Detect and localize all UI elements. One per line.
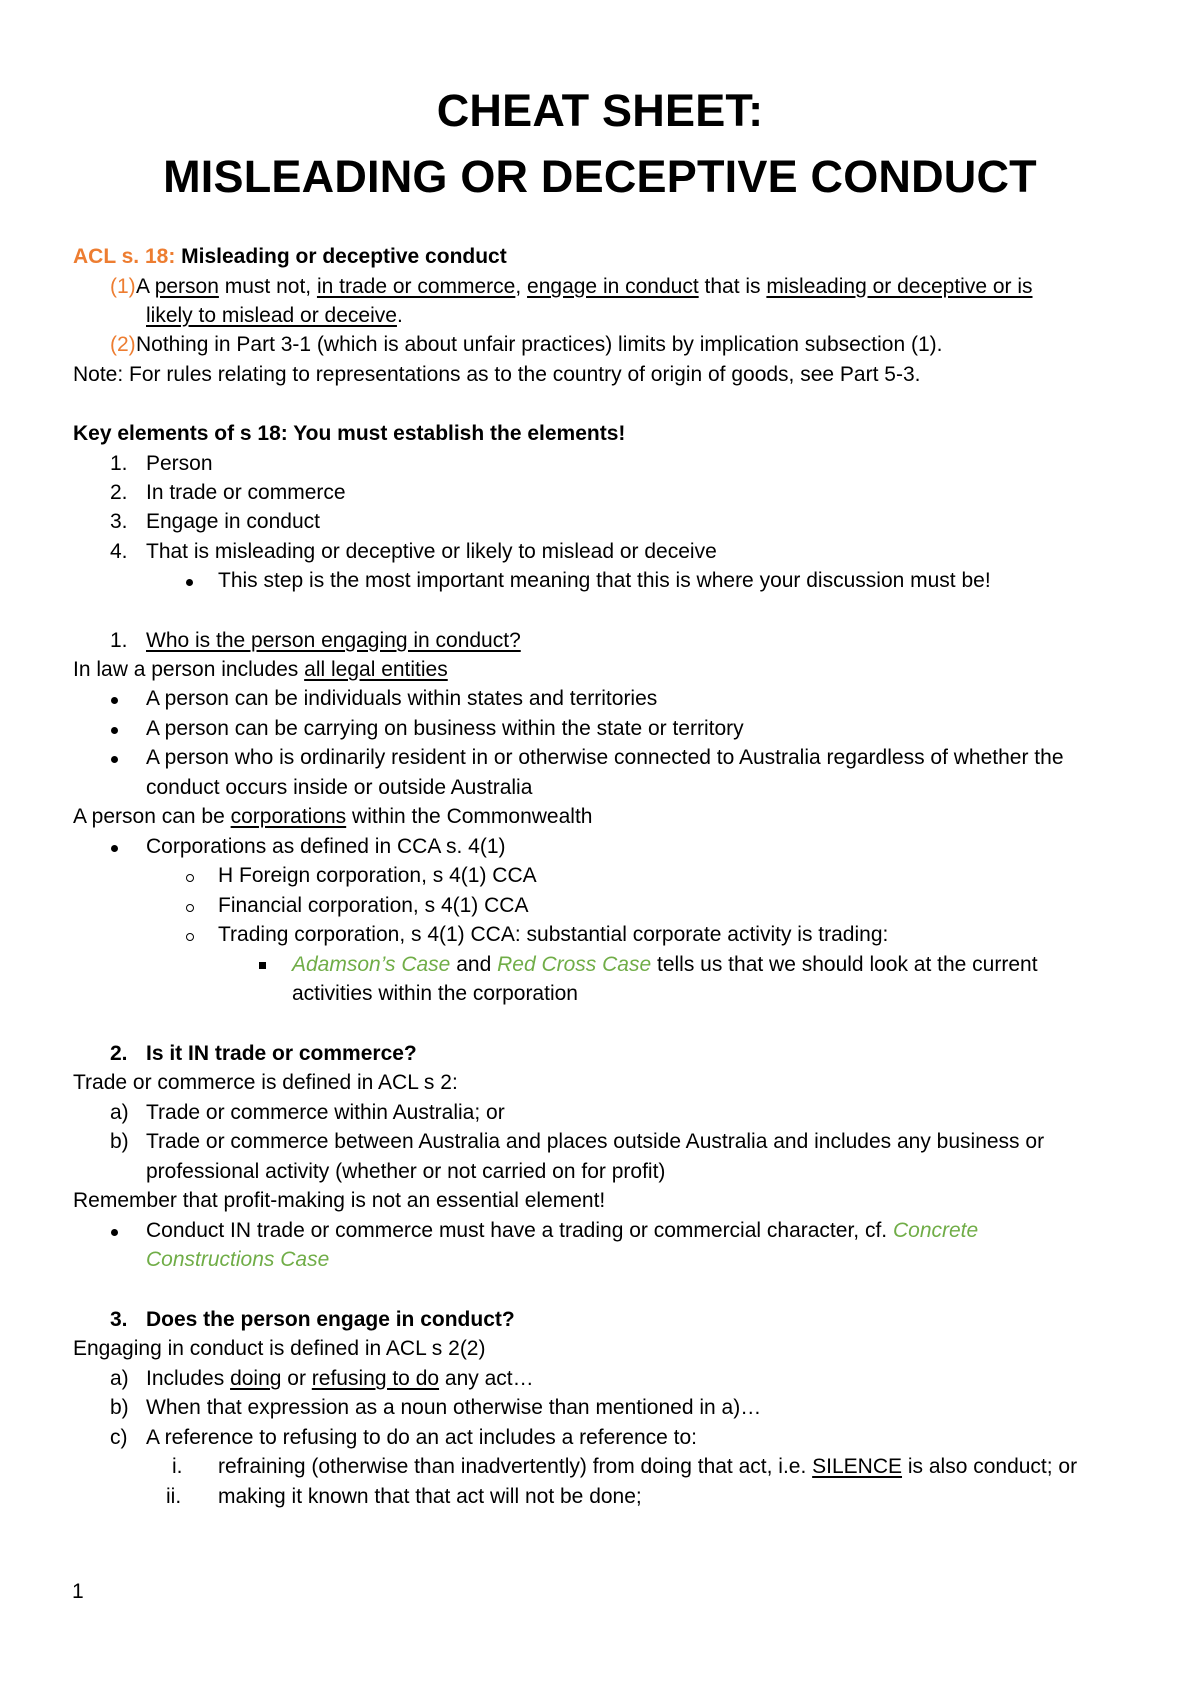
key-item: Person [146,452,213,475]
circle-bullet-icon [186,904,194,912]
q2-bullet: Conduct IN trade or commerce must have a trading or commercial character, cf. Concrete [146,1219,979,1242]
acl-label: ACL s. 18: [73,245,176,268]
acl-heading-text: Misleading or deceptive conduct [175,245,507,268]
key-item: In trade or commerce [146,481,346,504]
key-sub-bullet-text: This step is the most important meaning that this is where your discussion must be! [218,569,991,592]
q3-item-marker: b) [110,1396,129,1419]
q3-marker: 3. [110,1308,128,1331]
q2-remember: Remember that profit-making is not an essential element! [73,1189,606,1212]
q1-bullet: A person can be carrying on business within the state or territory [146,717,744,740]
q3-item-marker: c) [110,1426,128,1449]
q3-item-marker: a) [110,1367,129,1390]
q3-heading: Does the person engage in conduct? [146,1308,515,1331]
q2-item: Trade or commerce between Australia and places outside Australia and includes any business or [146,1130,1045,1153]
q2-heading: Is it IN trade or commerce? [146,1042,417,1065]
key-elements-heading: Key elements of s 18: You must establish the elements! [73,422,626,445]
q1-corporations-bullet: Corporations as defined in CCA s. 4(1) [146,835,506,858]
q3-item: A reference to refusing to do an act includes a reference to: [146,1426,698,1449]
page-number: 1 [72,1580,84,1603]
q2-item: Trade or commerce within Australia; or [146,1101,505,1124]
q1-corporations-intro: A person can be corporations within the Commonwealth [73,805,593,828]
corporation-type: H Foreign corporation, s 4(1) CCA [218,864,537,887]
bullet-icon [111,756,118,763]
q1-heading: Who is the person engaging in conduct? [146,629,521,652]
q2-bullet-continued: Constructions Case [146,1248,330,1271]
case-reference: Adamson’s Case and Red Cross Case tells us that we should look at the current [292,953,1038,976]
q3-item: Includes doing or refusing to do any act… [146,1367,534,1390]
bullet-icon [111,845,118,852]
key-item-marker: 2. [110,481,128,504]
q2-item-continued: professional activity (whether or not carried on for profit) [146,1160,666,1183]
acl-heading [73,246,507,267]
q1-intro: In law a person includes all legal entities [73,658,448,681]
q2-item-marker: b) [110,1130,129,1153]
q3-intro: Engaging in conduct is defined in ACL s 2(2) [73,1337,486,1360]
bullet-icon [186,579,193,586]
title-line-2: MISLEADING OR DECEPTIVE CONDUCT [163,151,1037,202]
q3-subitem-marker: i. [172,1455,183,1478]
q3-subitem: making it known that that act will not be done; [218,1485,642,1508]
corporation-type: Financial corporation, s 4(1) CCA [218,894,529,917]
q1-bullet: A person who is ordinarily resident in or otherwise connected to Australia regardless of whether the [146,746,1064,769]
subsection-2-marker: (2) [110,333,136,356]
q1-bullet: A person can be individuals within states and territories [146,687,658,710]
case-reference-continued: activities within the corporation [292,982,578,1005]
q1-bullet-continued: conduct occurs inside or outside Australia [146,776,533,799]
bullet-icon [111,697,118,704]
q1-marker: 1. [110,629,128,652]
bullet-icon [111,1229,118,1236]
subsection-1-text: A person must not, in trade or commerce, engage in conduct that is misleading or deceptive or is [136,275,1033,298]
bullet-icon [111,727,118,734]
key-item-marker: 4. [110,540,128,563]
q3-subitem: refraining (otherwise than inadvertently) from doing that act, i.e. SILENCE is also conduct; or [218,1455,1078,1478]
key-item: Engage in conduct [146,510,320,533]
subsection-2-text: Nothing in Part 3-1 (which is about unfair practices) limits by implication subsection (1). [136,333,943,356]
square-bullet-icon [259,962,266,969]
title-line-1: CHEAT SHEET: [436,85,764,136]
q3-item: When that expression as a noun otherwise than mentioned in a)… [146,1396,762,1419]
key-item-marker: 1. [110,452,128,475]
corporation-type: Trading corporation, s 4(1) CCA: substantial corporate activity is trading: [218,923,889,946]
key-item-marker: 3. [110,510,128,533]
circle-bullet-icon [186,874,194,882]
q3-subitem-marker: ii. [166,1485,182,1508]
q2-marker: 2. [110,1042,128,1065]
subsection-1-continued: likely to mislead or deceive. [146,304,403,327]
q2-item-marker: a) [110,1101,129,1124]
key-item: That is misleading or deceptive or likely to mislead or deceive [146,540,717,563]
q2-intro: Trade or commerce is defined in ACL s 2: [73,1071,458,1094]
acl-note: Note: For rules relating to representations as to the country of origin of goods, see Part 5-3. [73,363,921,386]
circle-bullet-icon [186,933,194,941]
subsection-1-marker: (1) [110,275,136,298]
